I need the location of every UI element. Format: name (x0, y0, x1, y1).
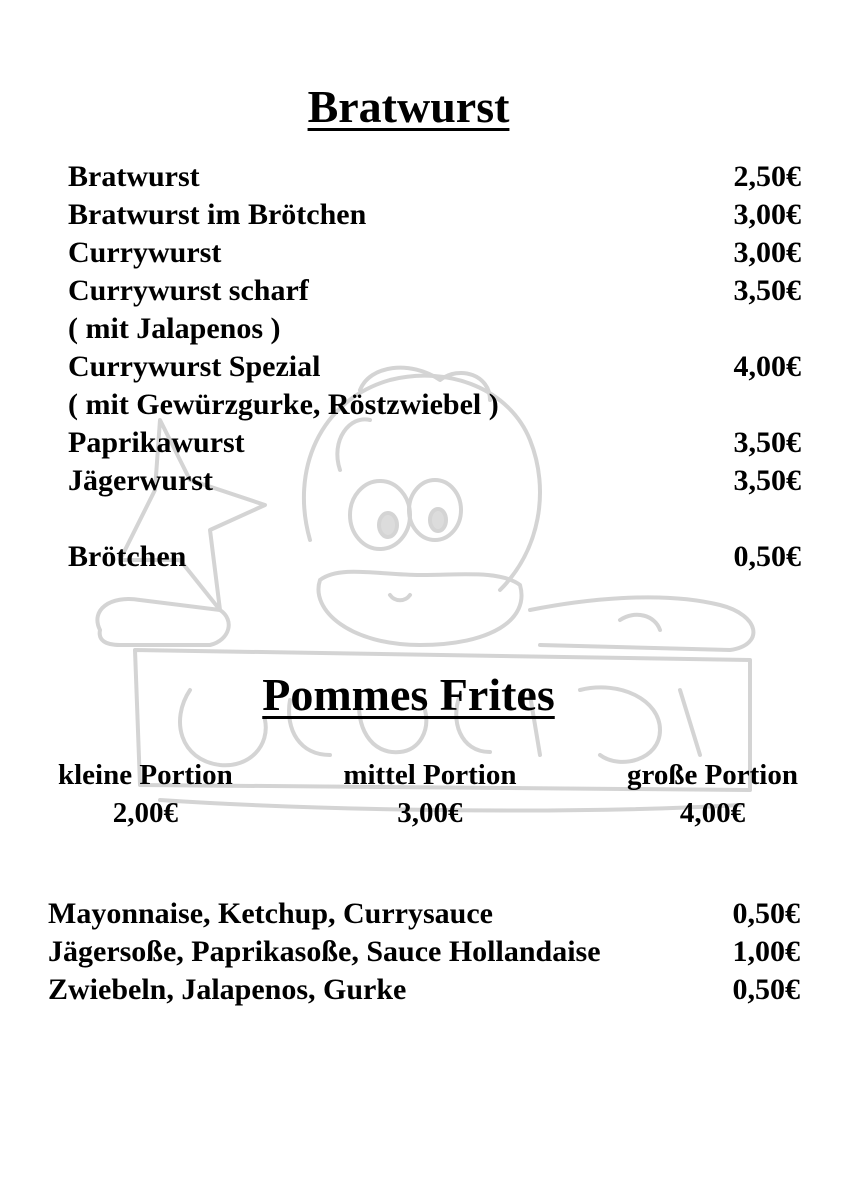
portion-label: kleine Portion (58, 759, 233, 791)
menu-item (68, 198, 801, 236)
sauce-price: 0,50€ (732, 897, 800, 930)
menu-item (68, 540, 801, 578)
sauce-item (48, 897, 800, 935)
item-name: Paprikawurst (68, 426, 245, 459)
menu-item (68, 350, 801, 388)
portion-label: mittel Portion (343, 759, 517, 791)
sauce-name: Zwiebeln, Jalapenos, Gurke (48, 973, 407, 1006)
menu-item-note (68, 312, 801, 350)
item-name: Currywurst scharf (68, 274, 309, 307)
portion-list (58, 756, 798, 836)
portion-label: große Portion (626, 759, 798, 791)
section-title-bratwurst: Bratwurst (307, 81, 510, 132)
item-note: ( mit Jalapenos ) (68, 312, 281, 345)
sauce-name: Jägersoße, Paprikasoße, Sauce Hollandaise (48, 935, 601, 968)
item-name: Jägerwurst (68, 464, 213, 497)
item-price: 2,50€ (733, 160, 801, 193)
item-price: 3,00€ (733, 236, 801, 269)
portion-price: 4,00€ (679, 797, 746, 829)
menu-item (68, 274, 801, 312)
sauce-item (48, 973, 800, 1011)
item-price: 3,50€ (733, 464, 801, 497)
sauce-price: 0,50€ (732, 973, 800, 1006)
sauce-item (48, 935, 800, 973)
item-price: 0,50€ (733, 540, 801, 573)
section-title-pommes: Pommes Frites (262, 669, 555, 720)
menu-item-note (68, 388, 801, 426)
menu-item (68, 426, 801, 464)
portion-price: 3,00€ (397, 797, 463, 829)
item-name: Bratwurst (68, 160, 200, 193)
item-note: ( mit Gewürzgurke, Röstzwiebel ) (68, 388, 499, 421)
sauce-name: Mayonnaise, Ketchup, Currysauce (48, 897, 493, 930)
menu-item (68, 236, 801, 274)
portion-small (58, 756, 233, 836)
portion-price: 2,00€ (112, 797, 179, 829)
item-price: 3,00€ (733, 198, 801, 231)
item-name: Currywurst (68, 236, 222, 269)
sauce-price: 1,00€ (732, 935, 800, 968)
item-name: Brötchen (68, 540, 187, 573)
portion-medium (343, 756, 516, 836)
item-price: 3,50€ (733, 426, 801, 459)
item-price: 4,00€ (733, 350, 801, 383)
item-name: Bratwurst im Brötchen (68, 198, 367, 231)
item-price: 3,50€ (733, 274, 801, 307)
item-name: Currywurst Spezial (68, 350, 321, 383)
menu-item (68, 160, 801, 198)
portion-large (627, 756, 798, 836)
menu-item (68, 464, 801, 502)
